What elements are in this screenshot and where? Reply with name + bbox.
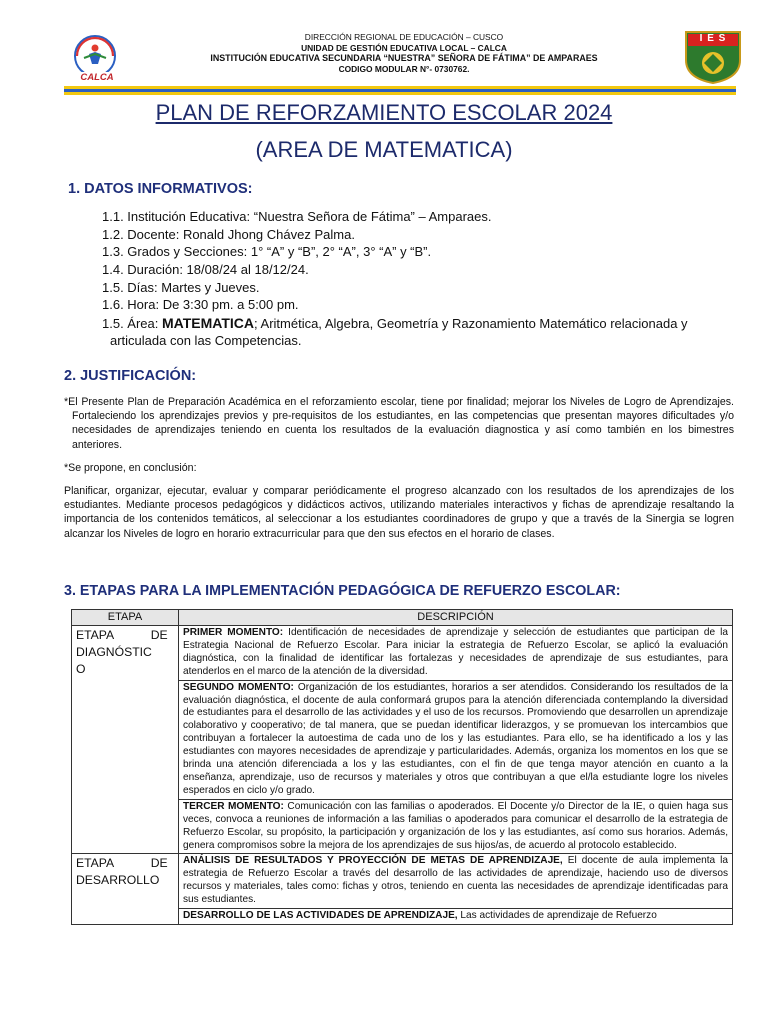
info-item-area-continued: articulada con las Competencias. <box>110 333 302 348</box>
primer-momento-label: PRIMER MOMENTO: <box>183 627 284 638</box>
tercer-momento-cell <box>179 799 733 854</box>
document-title <box>0 100 768 126</box>
stage-diagnostico-line-1: ETAPA DE <box>76 628 168 642</box>
stage-diagnostico-line-2: DIAGNÓSTIC <box>76 645 152 659</box>
info-item-1-1: 1.1. Institución Educativa: “Nuestra Señora de Fátima” – Amparaes. <box>102 209 492 224</box>
column-header-etapa: ETAPA <box>72 610 179 626</box>
info-item-1-4: 1.4. Duración: 18/08/24 al 18/12/24. <box>102 262 309 277</box>
justification-paragraph-2: *Se propone, en conclusión: <box>64 462 197 474</box>
segundo-momento-label: SEGUNDO MOMENTO: <box>183 681 294 693</box>
ugel-calca-logo-icon <box>62 34 128 88</box>
info-item-1-5-dias: 1.5. Días: Martes y Jueves. <box>102 280 260 295</box>
analisis-resultados-cell <box>179 854 733 909</box>
header-line-4: CODIGO MODULAR N°- 0730762. <box>338 63 470 74</box>
header-line-1: DIRECCIÓN REGIONAL DE EDUCACIÓN – CUSCO <box>304 32 504 42</box>
stage-diagnostico-cell <box>72 626 179 854</box>
stage-desarrollo-cell <box>72 854 179 925</box>
primer-momento-cell <box>179 626 733 681</box>
segundo-momento-cell <box>179 680 733 799</box>
area-bold: MATEMATICA <box>161 315 255 331</box>
title-line-1: PLAN DE REFORZAMIENTO ESCOLAR 2024 <box>155 100 613 125</box>
header-text <box>140 32 668 74</box>
primer-momento-text: Identificación de necesidades de aprendizaje y selección de estudiantes que participan de la Estrategia Nacional de Refuerzo Escolar. Para iniciar la estrategia de Refuerzo Escolar, se aplicó la evaluación diagnóstica, con la finalidad de identificar las fortalezas y necesidades de aprendizaje de sus estudiantes, para atenderlos en el marco de la atención de la diversidad. <box>183 627 728 677</box>
analisis-resultados-label: ANÁLISIS DE RESULTADOS Y PROYECCIÓN DE METAS DE APRENDIZAJE, <box>183 855 563 867</box>
calca-logo-label: CALCA <box>80 72 114 83</box>
justification-paragraph-1: *El Presente Plan de Preparación Académica en el reforzamiento escolar, tiene por finalidad; mejorar los Niveles de Logro de Aprendizajes. Fortaleciendo los aprendizajes previos y pre-requisitos de los estudiantes, en las competencias que presentan mayores dificultades y/o necesidades de aprendizajes teniendo en cuenta los resultados de la evaluación diagnostica y así como también en los bimestres anteriores. <box>64 396 734 451</box>
area-prefix: 1.5. Área: <box>102 316 162 331</box>
desarrollo-actividades-label: DESARROLLO DE LAS ACTIVIDADES DE APRENDIZAJE, <box>183 910 458 922</box>
document-header <box>0 0 768 96</box>
stage-desarrollo-line-1: ETAPA DE <box>76 856 168 871</box>
header-line-3: INSTITUCIÓN EDUCATIVA SECUNDARIA “NUESTRA” SEÑORA DE FÁTIMA” DE AMPARAES <box>210 53 598 64</box>
section-2-heading: 2. JUSTIFICACIÓN: <box>64 368 197 384</box>
info-item-1-2: 1.2. Docente: Ronald Jhong Chávez Palma. <box>102 227 355 242</box>
tercer-momento-text: Comunicación con las familias o apoderados. El Docente y/o Director de la IE, o quien haga sus veces, convoca a reuniones de información a las familias o apoderados para comunicar el desarrollo de la estrategia de Refuerzo Escolar, su propósito, la participación y organización de los y las estudiantes, así como sus horarios. Además, genera compromisos sobre la mejora de los aprendizajes de sus hijos/as, de acuerdo al protocolo establecido. <box>183 800 728 851</box>
info-item-area <box>102 315 688 331</box>
table-row <box>72 626 733 681</box>
section-3-heading: 3. ETAPAS PARA LA IMPLEMENTACIÓN PEDAGÓGICA DE REFUERZO ESCOLAR: <box>64 583 621 599</box>
area-rest: ; Aritmética, Algebra, Geometría y Razonamiento Matemático relacionada y <box>254 316 688 331</box>
stage-desarrollo-line-2: DESARROLLO <box>76 873 160 888</box>
tercer-momento-label: TERCER MOMENTO: <box>183 800 284 812</box>
info-item-1-6: 1.6. Hora: De 3:30 pm. a 5:00 pm. <box>102 297 299 312</box>
segundo-momento-text: Organización de los estudiantes, horarios a ser atendidos. Considerando los resultados de la evaluación diagnóstica, el docente de aula conformará grupos para la atención diferenciada contemplando la diversidad de estudiantes para el desarrollo de las actividades y el uso de los recursos. Promoviendo que desarrollen un aprendizaje colaborativo y cooperativo; de tal manera, que se puedan identificar liderazgos, y se promuevan los intercambios que contribuyan a fortalecer la autoestima de cada uno de los y las estudiantes. Para ello, se ha identificado a los y las estudiantes con mayores necesidades de aprendizaje y particularidades. Además, organiza los momentos en los que se brinda una atención diferenciada a los y las estudiantes, con el fin de que tenga mayor atención en cuanto a la enseñanza, aprendizaje, uso de recursos y materiales y otros que contribuyan a que el/la estudiante logre los niveles esperados en ciclo y/o grado. <box>183 681 728 796</box>
table-row <box>72 854 733 909</box>
document-subtitle: (AREA DE MATEMATICA) <box>255 137 513 162</box>
desarrollo-actividades-text: Las actividades de aprendizaje de Refuerzo <box>457 910 657 922</box>
table-header-row <box>72 610 733 626</box>
stage-diagnostico-line-3: O <box>76 662 86 676</box>
justification-paragraph-3: Planificar, organizar, ejecutar, evaluar y comparar periódicamente el progreso alcanzado con los resultados de los aprendizajes de los estudiantes. Mediante procesos pedagógicos y didácticos activos, utilizando materiales interactivos y fichas de aprendizaje resaltando la importancia de los contenidos temáticos, al seleccionar a los estudiantes coordinadores de grupo y que a través de la Sinergia se logren alcanzar los Niveles de logro en horario extracurricular para que den sus efectos en el horario de clases. <box>64 485 734 540</box>
section-1-heading: 1. DATOS INFORMATIVOS: <box>68 181 253 197</box>
info-item-1-3: 1.3. Grados y Secciones: 1° “A” y “B”, 2° “A”, 3° “A” y “B”. <box>102 244 432 259</box>
ies-logo-label: I E S <box>699 33 727 44</box>
ies-shield-logo-icon <box>682 30 744 84</box>
stages-table <box>71 609 733 925</box>
header-band-yellow-bottom <box>64 92 736 95</box>
column-header-descripcion: DESCRIPCIÓN <box>179 610 733 626</box>
analisis-resultados-text: El docente de aula implementa la estrategia de Refuerzo Escolar a través del desarrollo de las actividades de aprendizaje, haciendo uso de diversos recursos y materiales, tales como: fichas y otros, teniendo en cuenta las necesidades de aprendizaje identificadas para sus estudiantes. <box>183 855 728 906</box>
header-line-2: UNIDAD DE GESTIÓN EDUCATIVA LOCAL – CALCA <box>301 42 507 53</box>
desarrollo-actividades-cell <box>179 909 733 925</box>
